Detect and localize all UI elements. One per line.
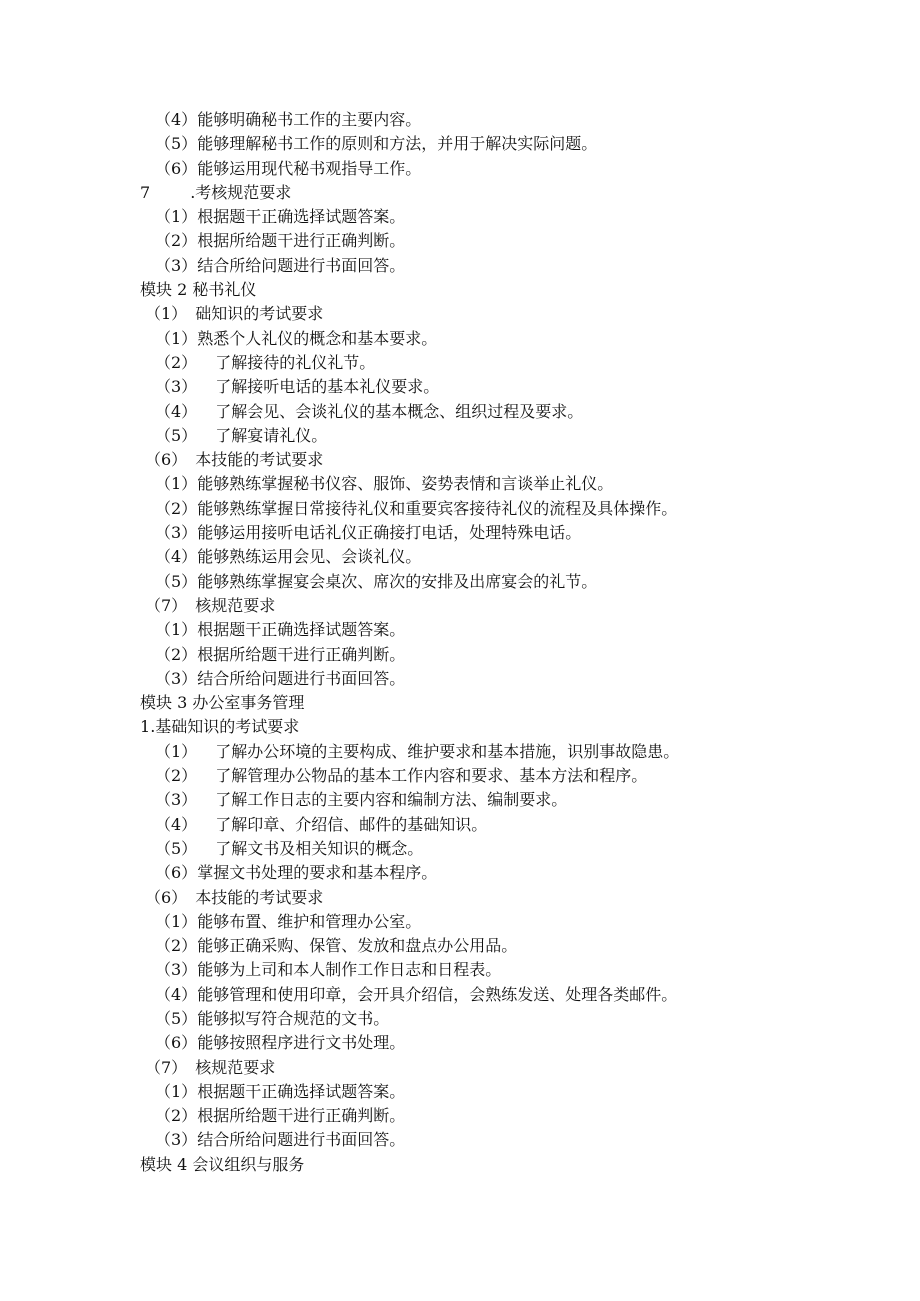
item-number: （3） bbox=[155, 255, 198, 275]
item-text: 了解管理办公物品的基本工作内容和要求、基本方法和程序。 bbox=[215, 766, 648, 786]
item-text: 能够熟练掌握宴会桌次、席次的安排及出席宴会的礼节。 bbox=[197, 571, 598, 591]
item-text: 熟悉个人礼仪的概念和基本要求。 bbox=[197, 328, 438, 348]
item-text: 能够明确秘书工作的主要内容。 bbox=[197, 110, 422, 129]
item-text: 能够布置、维护和管理办公室。 bbox=[197, 911, 422, 931]
item-number: （2） bbox=[155, 766, 198, 786]
text-line bbox=[0, 448, 920, 472]
text-line bbox=[0, 278, 920, 302]
item-number: （1） bbox=[155, 911, 198, 931]
text-line bbox=[0, 643, 920, 667]
text-line bbox=[0, 764, 920, 788]
item-text: 了解办公环境的主要构成、维护要求和基本措施，识别事故隐患。 bbox=[215, 741, 680, 761]
item-text: 结合所给问题进行书面回答。 bbox=[197, 668, 406, 688]
text-line bbox=[0, 254, 920, 278]
item-number: （6） bbox=[155, 158, 198, 178]
item-text: 掌握文书处理的要求和基本程序。 bbox=[197, 863, 438, 883]
text-line bbox=[0, 424, 920, 448]
text-line bbox=[0, 302, 920, 326]
text-line bbox=[0, 570, 920, 594]
text-line bbox=[0, 181, 920, 205]
item-number: （5） bbox=[155, 425, 198, 445]
item-text: 模块 4 会议组织与服务 bbox=[140, 1154, 305, 1174]
text-line bbox=[0, 861, 920, 885]
text-line bbox=[0, 715, 920, 739]
item-number: （7） bbox=[145, 595, 188, 615]
item-text: 能够理解秘书工作的原则和方法，并用于解决实际问题。 bbox=[197, 134, 598, 154]
text-line bbox=[0, 108, 920, 132]
text-line bbox=[0, 1080, 920, 1104]
text-line bbox=[0, 472, 920, 496]
item-number: （6） bbox=[145, 450, 188, 470]
text-line bbox=[0, 740, 920, 764]
item-number: （1） bbox=[155, 207, 198, 227]
item-number: （3） bbox=[155, 523, 198, 543]
item-number: （4） bbox=[155, 547, 198, 567]
item-text: 础知识的考试要求 bbox=[195, 304, 324, 324]
text-line bbox=[0, 1128, 920, 1152]
item-number: （3） bbox=[155, 1130, 198, 1150]
item-text: 了解接待的礼仪礼节。 bbox=[215, 352, 376, 372]
text-line bbox=[0, 157, 920, 181]
text-line bbox=[0, 1104, 920, 1128]
item-text: 能够管理和使用印章，会开具介绍信，会熟练发送、处理各类邮件。 bbox=[197, 984, 678, 1004]
item-number: （1） bbox=[155, 1081, 198, 1101]
item-number: （6） bbox=[155, 1033, 198, 1053]
text-line bbox=[0, 1056, 920, 1080]
item-number: （4） bbox=[155, 110, 198, 129]
item-text: 能够拟写符合规范的文书。 bbox=[197, 1008, 390, 1028]
item-text: 根据题干正确选择试题答案。 bbox=[197, 207, 406, 227]
item-number: （2） bbox=[155, 498, 198, 518]
text-line bbox=[0, 545, 920, 569]
item-number: （3） bbox=[155, 668, 198, 688]
item-number: （6） bbox=[155, 863, 198, 883]
item-number: （2） bbox=[155, 936, 198, 956]
item-text: 根据所给题干进行正确判断。 bbox=[197, 231, 406, 251]
text-line bbox=[0, 788, 920, 812]
text-line bbox=[0, 983, 920, 1007]
item-number: （4） bbox=[155, 984, 198, 1004]
item-number: （3） bbox=[155, 377, 198, 397]
text-line bbox=[0, 205, 920, 229]
text-line bbox=[0, 132, 920, 156]
item-text: 根据所给题干进行正确判断。 bbox=[197, 1106, 406, 1126]
text-line bbox=[0, 521, 920, 545]
item-number: （5） bbox=[155, 838, 198, 858]
item-text: 了解工作日志的主要内容和编制方法、编制要求。 bbox=[215, 790, 568, 810]
item-text: 核规范要求 bbox=[195, 1057, 276, 1077]
item-number: （2） bbox=[155, 1106, 198, 1126]
text-line bbox=[0, 1007, 920, 1031]
text-line bbox=[0, 667, 920, 691]
text-line bbox=[0, 1031, 920, 1055]
text-line bbox=[0, 910, 920, 934]
text-line bbox=[0, 1153, 920, 1177]
item-number: （1） bbox=[155, 328, 198, 348]
document-body bbox=[0, 108, 920, 1177]
text-line bbox=[0, 934, 920, 958]
item-text: 模块 2 秘书礼仪 bbox=[140, 280, 257, 300]
text-line bbox=[0, 837, 920, 861]
item-number: （4） bbox=[155, 814, 198, 834]
item-text: 结合所给问题进行书面回答。 bbox=[197, 1130, 406, 1150]
item-text: 根据所给题干进行正确判断。 bbox=[197, 644, 406, 664]
item-number: （3） bbox=[155, 960, 198, 980]
item-text: 核规范要求 bbox=[195, 595, 276, 615]
item-number: （5） bbox=[155, 134, 198, 154]
item-text: 能够正确采购、保管、发放和盘点办公用品。 bbox=[197, 936, 518, 956]
item-text: 能够运用现代秘书观指导工作。 bbox=[197, 158, 422, 178]
text-line bbox=[0, 327, 920, 351]
item-text: 本技能的考试要求 bbox=[195, 887, 324, 907]
text-line bbox=[0, 400, 920, 424]
item-text: 结合所给问题进行书面回答。 bbox=[197, 255, 406, 275]
item-number: （5） bbox=[155, 571, 198, 591]
item-number: （1） bbox=[155, 741, 198, 761]
text-line bbox=[0, 594, 920, 618]
item-text: 能够为上司和本人制作工作日志和日程表。 bbox=[197, 960, 502, 980]
item-number: （7） bbox=[145, 1057, 188, 1077]
item-text: .考核规范要求 bbox=[190, 182, 292, 202]
item-text: 了解宴请礼仪。 bbox=[215, 425, 328, 445]
item-text: 了解会见、会谈礼仪的基本概念、组织过程及要求。 bbox=[215, 401, 584, 421]
item-text: 根据题干正确选择试题答案。 bbox=[197, 1081, 406, 1101]
text-line bbox=[0, 497, 920, 521]
item-text: 根据题干正确选择试题答案。 bbox=[197, 620, 406, 640]
item-text: 了解印章、介绍信、邮件的基础知识。 bbox=[215, 814, 488, 834]
item-text: 模块 3 办公室事务管理 bbox=[140, 693, 305, 713]
item-number: （6） bbox=[145, 887, 188, 907]
item-text: 能够熟练运用会见、会谈礼仪。 bbox=[197, 547, 422, 567]
item-text: .基础知识的考试要求 bbox=[150, 717, 300, 737]
item-text: 能够熟练掌握秘书仪容、服饰、姿势表情和言谈举止礼仪。 bbox=[197, 474, 614, 494]
item-number: （4） bbox=[155, 401, 198, 421]
text-line bbox=[0, 886, 920, 910]
item-number: （2） bbox=[155, 231, 198, 251]
item-number: （5） bbox=[155, 1008, 198, 1028]
item-number: 1 bbox=[140, 717, 151, 737]
item-number: 7 bbox=[140, 182, 151, 202]
text-line bbox=[0, 375, 920, 399]
text-line bbox=[0, 958, 920, 982]
item-text: 能够熟练掌握日常接待礼仪和重要宾客接待礼仪的流程及具体操作。 bbox=[197, 498, 678, 518]
text-line bbox=[0, 813, 920, 837]
item-number: （2） bbox=[155, 352, 198, 372]
text-line bbox=[0, 229, 920, 253]
item-number: （3） bbox=[155, 790, 198, 810]
item-number: （1） bbox=[155, 620, 198, 640]
item-text: 本技能的考试要求 bbox=[195, 450, 324, 470]
item-text: 能够运用接听电话礼仪正确接打电话，处理特殊电话。 bbox=[197, 523, 582, 543]
item-number: （2） bbox=[155, 644, 198, 664]
text-line bbox=[0, 351, 920, 375]
item-text: 能够按照程序进行文书处理。 bbox=[197, 1033, 406, 1053]
text-line bbox=[0, 691, 920, 715]
text-line bbox=[0, 618, 920, 642]
item-number: （1） bbox=[155, 474, 198, 494]
item-number: （1） bbox=[145, 304, 188, 324]
item-text: 了解文书及相关知识的概念。 bbox=[215, 838, 424, 858]
item-text: 了解接听电话的基本礼仪要求。 bbox=[215, 377, 440, 397]
